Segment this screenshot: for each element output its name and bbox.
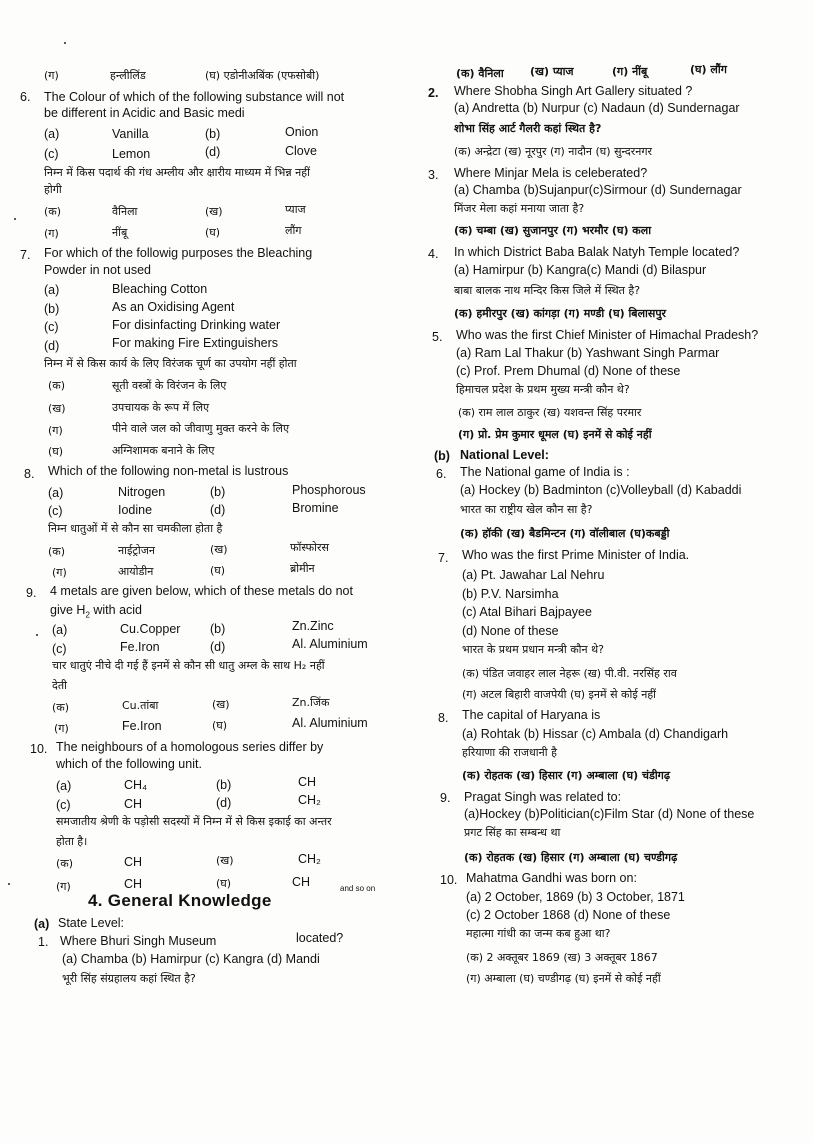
- option-text: Iodine: [118, 503, 153, 517]
- hindi-text: हिमाचल प्रदेश के प्रथम मुख्य मन्त्री कौन थे?: [456, 383, 630, 396]
- option-text: (b) P.V. Narsimha: [462, 587, 559, 601]
- option-label: (ख): [210, 543, 228, 556]
- option-text: प्याज: [285, 203, 306, 216]
- question-number: 8.: [24, 467, 35, 481]
- option-label: (a): [48, 486, 64, 500]
- note-text: and so on: [340, 884, 376, 893]
- option-label: (a): [44, 283, 60, 297]
- option-text: Bleaching Cotton: [112, 282, 208, 296]
- subsection-label: (a): [34, 917, 50, 931]
- option-label: (ग): [54, 722, 69, 735]
- scan-speck: [36, 634, 38, 636]
- question-text: located?: [296, 931, 344, 945]
- question-number: 10.: [30, 742, 48, 756]
- question-number: 9.: [440, 791, 451, 805]
- hindi-text: निम्न में से किस कार्य के लिए विरंजक चूर्ण का उपयोग नहीं होता: [44, 357, 297, 370]
- options-text: (a) Hockey (b) Badminton (c)Volleyball (d) Kabaddi: [460, 483, 742, 497]
- option-text: (d) None of these: [462, 624, 559, 638]
- options-text: (क) राम लाल ठाकुर (ख) यशवन्त सिंह परमार: [458, 406, 642, 419]
- hindi-text: शोभा सिंह आर्ट गैलरी कहां स्थित है?: [454, 122, 602, 135]
- option-label: (क): [48, 545, 66, 558]
- option-label: (d): [44, 339, 60, 353]
- section-title: 4. General Knowledge: [88, 891, 272, 910]
- option-text: Bromine: [292, 501, 339, 515]
- question-number: 1.: [38, 935, 49, 949]
- question-number: 7.: [438, 551, 449, 565]
- option-text: For making Fire Extinguishers: [112, 336, 279, 350]
- option-text: CH: [124, 877, 143, 891]
- hindi-text: समजातीय श्रेणी के पड़ोसी सदस्यों में निम्न में से किस इकाई का अन्तर: [56, 815, 332, 828]
- options-text: (a) 2 October, 1869 (b) 3 October, 1871: [466, 890, 685, 904]
- options-text: (a) Ram Lal Thakur (b) Yashwant Singh Parmar: [456, 346, 720, 360]
- question-text: The neighbours of a homologous series differ by: [56, 740, 324, 754]
- option-text: CH₂: [298, 852, 321, 866]
- option-label: (ग): [48, 424, 63, 437]
- question-text: be different in Acidic and Basic medi: [44, 106, 245, 120]
- hindi-text: निम्न में किस पदार्थ की गंध अम्लीय और क्षारीय माध्यम में भिन्न नहीं: [44, 166, 310, 179]
- option-label: (b): [210, 485, 226, 499]
- options-text: (क) पंडित जवाहर लाल नेहरू (ख) पी.वी. नरसिंह राव: [462, 667, 677, 680]
- hindi-text: भारत के प्रथम प्रधान मन्त्री कौन थे?: [462, 643, 604, 656]
- options-text: (क) चम्बा (ख) सुजानपुर (ग) भरमौर (घ) कला: [454, 224, 652, 237]
- question-number: 3.: [428, 168, 439, 182]
- option-text: (घ) लौंग: [690, 63, 727, 76]
- option-text: आयोडीन: [118, 565, 154, 578]
- option-label: (c): [52, 642, 67, 656]
- option-text: (a) Pt. Jawahar Lal Nehru: [462, 568, 605, 582]
- option-text: Onion: [285, 125, 319, 139]
- option-text: CH: [298, 775, 317, 789]
- question-text: For which of the followig purposes the Bleaching: [44, 246, 313, 260]
- options-text: (क) रोहतक (ख) हिसार (ग) अम्बाला (घ) चण्डीगढ़: [464, 851, 678, 864]
- option-text: Lemon: [112, 147, 151, 161]
- option-label: (घ): [216, 877, 232, 890]
- option-label: (ग): [56, 880, 71, 893]
- option-label: (ग): [44, 227, 59, 240]
- option-label: (c): [44, 320, 59, 334]
- option-text: वैनिला: [112, 205, 138, 218]
- option-label: (d): [205, 145, 221, 159]
- option-text: लौंग: [285, 224, 302, 237]
- option-text: ब्रोमीन: [290, 562, 315, 575]
- hindi-text: निम्न धातुओं में से कौन सा चमकीला होता है: [48, 522, 223, 535]
- option-label: (घ): [48, 445, 64, 458]
- option-label: (a): [44, 127, 60, 141]
- options-text: (ग) प्रो. प्रेम कुमार धूमल (घ) इनमें से कोई नहीं: [458, 428, 652, 441]
- option-label: (ख): [212, 698, 230, 711]
- question-text: [50, 603, 142, 623]
- option-label: (d): [210, 503, 226, 517]
- option-text: Al. Aluminium: [292, 637, 368, 651]
- option-label: (a): [52, 623, 68, 637]
- option-text: (ग) नींबू: [612, 65, 648, 78]
- option-label: (b): [210, 622, 226, 636]
- option-text: For disinfacting Drinking water: [112, 318, 281, 332]
- options-text: (a) Andretta (b) Nurpur (c) Nadaun (d) Sundernagar: [454, 101, 740, 115]
- option-text: CH: [124, 855, 143, 869]
- option-label: (क): [48, 379, 66, 392]
- scan-speck: [14, 218, 16, 220]
- question-text: which of the following unit.: [56, 757, 202, 771]
- subscript: 2: [85, 610, 90, 620]
- option-label: (ख): [216, 854, 234, 867]
- option-text: CH₄: [124, 778, 148, 792]
- option-text: (क) वैनिला: [456, 67, 504, 80]
- option-label: (घ): [210, 564, 226, 577]
- option-text: Vanilla: [112, 127, 149, 141]
- option-text: Al. Aluminium: [292, 716, 368, 730]
- subsection-title: State Level:: [58, 916, 125, 930]
- hindi-text: भूरी सिंह संग्रहालय कहां स्थित है?: [62, 972, 196, 985]
- question-number: 5.: [432, 330, 443, 344]
- option-text: नाईट्रोजन: [118, 544, 156, 557]
- option-text: हन्लीलिंड: [110, 69, 146, 82]
- question-text: Mahatma Gandhi was born on:: [466, 871, 637, 885]
- option-text: Nitrogen: [118, 485, 166, 499]
- hindi-text: प्रगट सिंह का सम्बन्ध था: [464, 826, 561, 839]
- question-number: 8.: [438, 711, 449, 725]
- question-text: Pragat Singh was related to:: [464, 790, 622, 804]
- question-number: 6.: [20, 90, 31, 104]
- option-label: (b): [44, 302, 60, 316]
- option-label: (क): [56, 857, 74, 870]
- option-label: (ख): [205, 205, 223, 218]
- options-text: (a)Hockey (b)Politician(c)Film Star (d) None of these: [464, 807, 755, 821]
- options-text: (क) 2 अक्तूबर 1869 (ख) 3 अक्तूबर 1867: [466, 951, 658, 964]
- option-text: Phosphorous: [292, 483, 366, 497]
- option-text: पीने वाले जल को जीवाणु मुक्त करने के लिए: [112, 422, 290, 435]
- option-text: Fe.Iron: [122, 719, 162, 733]
- text-part: give H: [50, 603, 86, 617]
- option-label: (ग): [44, 69, 59, 82]
- option-text: उपचायक के रूप में लिए: [112, 401, 210, 414]
- options-text: (क) हमीरपुर (ख) कांगड़ा (ग) मण्डी (घ) बिलासपुर: [454, 307, 667, 320]
- question-text: The National game of India is :: [460, 465, 630, 479]
- option-label: (क): [52, 701, 70, 714]
- option-text: CH: [124, 797, 143, 811]
- question-number: 6.: [436, 467, 447, 481]
- question-number: 7.: [20, 248, 31, 262]
- question-text: Where Minjar Mela is celeberated?: [454, 166, 648, 180]
- option-text: नींबू: [112, 226, 128, 239]
- scan-speck: [64, 42, 66, 44]
- options-text: (क) हॉकी (ख) बैडमिन्टन (ग) वॉलीबाल (घ)कबड्डी: [460, 527, 670, 540]
- option-label: (c): [44, 147, 59, 161]
- question-text: The Colour of which of the following substance will not: [44, 90, 345, 104]
- question-number: 10.: [440, 873, 458, 887]
- hindi-text: होता है।: [56, 835, 88, 848]
- option-label: (c): [48, 504, 63, 518]
- hindi-text: हरियाणा की राजधानी है: [462, 746, 557, 759]
- options-text: (ग) अटल बिहारी वाजपेयी (घ) इनमें से कोई नहीं: [462, 688, 657, 701]
- option-text: As an Oxidising Agent: [112, 300, 235, 314]
- option-label: (घ): [205, 226, 221, 239]
- question-number: 2.: [428, 86, 439, 100]
- option-label: (घ): [212, 719, 228, 732]
- options-text: (ग) अम्बाला (घ) चण्डीगढ़ (घ) इनमें से कोई नहीं: [466, 972, 661, 985]
- option-label: (ग): [52, 566, 67, 579]
- option-label: (d): [210, 640, 226, 654]
- option-text: (घ) एडोनीअबिंक (एफसोबी): [205, 69, 320, 82]
- options-text: (a) Hamirpur (b) Kangra(c) Mandi (d) Bilaspur: [454, 263, 707, 277]
- text-part: with acid: [89, 603, 142, 617]
- subsection-label: (b): [434, 449, 450, 463]
- question-text: In which District Baba Balak Natyh Temple located?: [454, 245, 740, 259]
- hindi-text: बाबा बालक नाथ मन्दिर किस जिले में स्थित है?: [454, 284, 641, 297]
- hindi-text: चार धातुएं नीचे दी गई हैं इनमें से कौन सी धातु अम्ल के साथ H₂ नहीं: [52, 659, 325, 672]
- option-label: (क): [44, 205, 62, 218]
- options-text: (a) Chamba (b) Hamirpur (c) Kangra (d) Mandi: [62, 952, 320, 966]
- option-label: (ख): [48, 402, 66, 415]
- option-label: (b): [216, 778, 232, 792]
- question-text: Where Shobha Singh Art Gallery situated ?: [454, 84, 693, 98]
- scan-speck: [8, 883, 10, 885]
- option-label: (d): [216, 796, 232, 810]
- hindi-text: होगी: [44, 183, 62, 196]
- question-number: 4.: [428, 247, 439, 261]
- question-text: Who was the first Chief Minister of Himachal Pradesh?: [456, 328, 759, 342]
- hindi-text: महात्मा गांधी का जन्म कब हुआ था?: [466, 927, 611, 940]
- question-number: 9.: [26, 586, 37, 600]
- question-text: The capital of Haryana is: [462, 708, 601, 722]
- option-text: CH: [292, 875, 311, 889]
- hindi-text: मिंजर मेला कहां मनाया जाता है?: [454, 202, 585, 215]
- option-text: (ख) प्याज: [530, 65, 574, 78]
- option-label: (a): [56, 779, 72, 793]
- options-text: (a) Rohtak (b) Hissar (c) Ambala (d) Chandigarh: [462, 727, 729, 741]
- question-text: Powder in not used: [44, 263, 152, 277]
- option-text: Cu.Copper: [120, 622, 181, 636]
- options-text: (a) Chamba (b)Sujanpur(c)Sirmour (d) Sundernagar: [454, 183, 742, 197]
- option-text: (c) Atal Bihari Bajpayee: [462, 605, 592, 619]
- option-text: Cu.तांबा: [122, 699, 159, 712]
- question-text: Who was the first Prime Minister of India.: [462, 548, 690, 562]
- options-text: (c) 2 October 1868 (d) None of these: [466, 908, 671, 922]
- option-label: (c): [56, 798, 71, 812]
- options-text: (क) रोहतक (ख) हिसार (ग) अम्बाला (घ) चंडीगढ़: [462, 769, 671, 782]
- option-text: CH₂: [298, 793, 321, 807]
- option-text: Clove: [285, 144, 317, 158]
- option-text: Fe.Iron: [120, 640, 160, 654]
- hindi-text: देती: [52, 679, 67, 692]
- hindi-text: भारत का राष्ट्रीय खेल कौन सा है?: [460, 503, 593, 516]
- question-text: Where Bhuri Singh Museum: [60, 934, 217, 948]
- option-text: सूती वस्त्रों के विरंजन के लिए: [112, 379, 227, 392]
- question-text: 4 metals are given below, which of these metals do not: [50, 584, 353, 598]
- question-text: Which of the following non-metal is lustrous: [48, 464, 289, 478]
- option-text: अग्निशामक बनाने के लिए: [112, 444, 215, 457]
- option-label: (b): [205, 127, 221, 141]
- option-text: फॉस्फोरस: [290, 541, 329, 554]
- options-text: (c) Prof. Prem Dhumal (d) None of these: [456, 364, 681, 378]
- option-text: Zn.जिंक: [292, 696, 330, 709]
- subsection-title: National Level:: [460, 448, 549, 462]
- options-text: (क) अन्द्रेटा (ख) नूरपुर (ग) नादौन (घ) सुन्दरनगर: [454, 145, 653, 158]
- option-text: Zn.Zinc: [292, 619, 334, 633]
